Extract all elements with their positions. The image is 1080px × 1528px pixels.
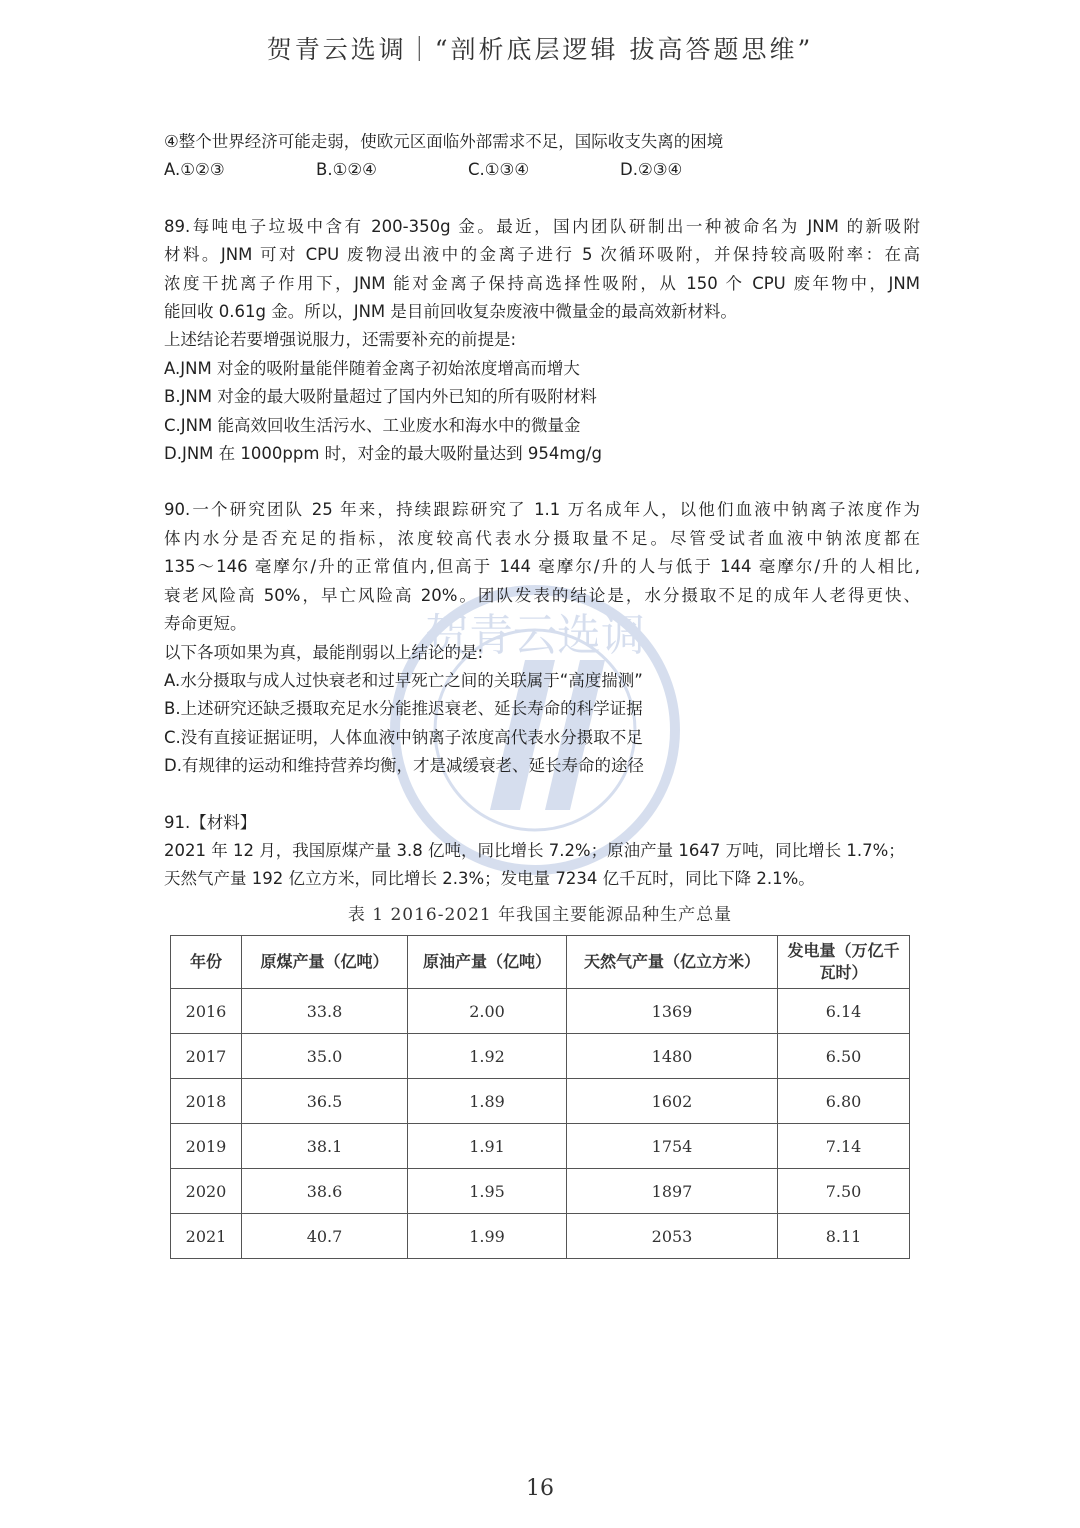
q89-option-b: B.JNM 对金的最大吸附量超过了国内外已知的所有吸附材料 bbox=[164, 387, 597, 407]
table-cell: 1.99 bbox=[408, 1214, 567, 1259]
q90-stem-line: 寿命更短。 bbox=[164, 614, 247, 634]
svg-text:贺青云选调: 贺青云选调 bbox=[425, 610, 645, 661]
q88-option-d: D.②③④ bbox=[620, 160, 683, 180]
table-cell: 6.14 bbox=[778, 989, 910, 1034]
q89-question: 上述结论若要增强说服力，还需要补充的前提是: bbox=[164, 330, 517, 350]
energy-production-table bbox=[170, 935, 910, 1259]
table-cell: 7.14 bbox=[778, 1124, 910, 1169]
q91-paragraph-line: 2021 年 12 月，我国原煤产量 3.8 亿吨，同比增长 7.2%；原油产量 1647 万吨，同比增长 1.7%； bbox=[164, 840, 905, 860]
question-content bbox=[164, 128, 920, 894]
table-cell: 1.91 bbox=[408, 1124, 567, 1169]
q89-option-a: A.JNM 对金的吸附量能伴随着金离子初始浓度增高而增大 bbox=[164, 358, 580, 378]
table-cell: 33.8 bbox=[242, 989, 408, 1034]
table-row bbox=[171, 1214, 910, 1259]
q89-option-d: D.JNM 在 1000ppm 时，对金的最大吸附量达到 954mg/g bbox=[164, 444, 602, 464]
table-cell: 38.1 bbox=[242, 1124, 408, 1169]
table-header-cell: 原煤产量（亿吨） bbox=[242, 936, 408, 989]
q90-stem-line: 体内水分是否充足的指标，浓度较高代表水分摄取量不足。尽管受试者血液中钠浓度都在 bbox=[164, 528, 920, 548]
table-header-cell: 年份 bbox=[171, 936, 242, 989]
table-row bbox=[171, 1034, 910, 1079]
q90-option-a: A.水分摄取与成人过快衰老和过早死亡之间的关联属于“高度揣测” bbox=[164, 670, 643, 690]
table-header-cell: 原油产量（亿吨） bbox=[408, 936, 567, 989]
q90-stem-line: 90.一个研究团队 25 年来，持续跟踪研究了 1.1 万名成年人，以他们血液中钠离子浓度作为 bbox=[164, 500, 920, 520]
page-header-title: 贺青云选调｜“剖析底层逻辑 拔高答题思维” bbox=[266, 35, 814, 64]
q88-option-b: B.①②④ bbox=[316, 160, 377, 180]
q90-question: 以下各项如果为真，最能削弱以上结论的是: bbox=[164, 642, 484, 662]
q88-option-a: A.①②③ bbox=[164, 160, 225, 180]
table-cell: 1.92 bbox=[408, 1034, 567, 1079]
q90-option-b: B.上述研究还缺乏摄取充足水分能推迟衰老、延长寿命的科学证据 bbox=[164, 699, 643, 719]
q90-option-c: C.没有直接证据证明，人体血液中钠离子浓度高代表水分摄取不足 bbox=[164, 727, 643, 747]
table-cell: 2021 bbox=[171, 1214, 242, 1259]
q89-stem-line: 浓度干扰离子作用下，JNM 能对金离子保持高选择性吸附，从 150 个 CPU 废年物中，JNM bbox=[164, 273, 920, 293]
table-cell: 6.80 bbox=[778, 1079, 910, 1124]
table-title: 表 1 2016-2021 年我国主要能源品种生产总量 bbox=[347, 905, 733, 925]
table-row bbox=[171, 989, 910, 1034]
q90-stem-line: 135～146 毫摩尔/升的正常值内,但高于 144 毫摩尔/升的人与低于 144 毫摩尔/升的人相比, bbox=[164, 557, 920, 577]
q88-option-c: C.①③④ bbox=[468, 160, 530, 180]
table-cell: 6.50 bbox=[778, 1034, 910, 1079]
table-cell: 1369 bbox=[567, 989, 778, 1034]
q90-stem-line: 衰老风险高 50%，早亡风险高 20%。团队发表的结论是，水分摄取不足的成年人老得更快、 bbox=[164, 585, 920, 605]
table-cell: 1.95 bbox=[408, 1169, 567, 1214]
table-cell: 35.0 bbox=[242, 1034, 408, 1079]
table-cell: 1480 bbox=[567, 1034, 778, 1079]
table-cell: 40.7 bbox=[242, 1214, 408, 1259]
table-header-cell: 天然气产量（亿立方米） bbox=[567, 936, 778, 989]
table-cell: 1754 bbox=[567, 1124, 778, 1169]
table-cell: 2.00 bbox=[408, 989, 567, 1034]
table-cell: 2053 bbox=[567, 1214, 778, 1259]
q89-stem-line: 能回收 0.61g 金。所以，JNM 是目前回收复杂废液中微量金的最高效新材料。 bbox=[164, 302, 737, 322]
table-row bbox=[171, 1079, 910, 1124]
q89-stem-line: 材料。JNM 可对 CPU 废物浸出液中的金离子进行 5 次循环吸附，并保持较高吸附率：在高 bbox=[164, 245, 920, 265]
table-cell: 2017 bbox=[171, 1034, 242, 1079]
table-header-row bbox=[171, 936, 910, 989]
q88-options bbox=[164, 156, 920, 184]
table-cell: 1.89 bbox=[408, 1079, 567, 1124]
table-cell: 2019 bbox=[171, 1124, 242, 1169]
table-cell: 1897 bbox=[567, 1169, 778, 1214]
q91-paragraph-line: 天然气产量 192 亿立方米，同比增长 2.3%；发电量 7234 亿千瓦时，同比下降 2.1%。 bbox=[164, 869, 815, 889]
table-cell: 8.11 bbox=[778, 1214, 910, 1259]
q88-item4: ④整个世界经济可能走弱，使欧元区面临外部需求不足，国际收支失离的困境 bbox=[164, 132, 724, 151]
table-cell: 2020 bbox=[171, 1169, 242, 1214]
table-row bbox=[171, 1124, 910, 1169]
table-row bbox=[171, 1169, 910, 1214]
page-number: 16 bbox=[526, 1476, 554, 1501]
table-cell: 2018 bbox=[171, 1079, 242, 1124]
table-cell: 1602 bbox=[567, 1079, 778, 1124]
q91-heading: 91.【材料】 bbox=[164, 812, 257, 832]
table-cell: 38.6 bbox=[242, 1169, 408, 1214]
table-header-cell: 发电量（万亿千瓦时） bbox=[778, 936, 910, 989]
table-cell: 36.5 bbox=[242, 1079, 408, 1124]
q89-stem-line: 89.每吨电子垃圾中含有 200-350g 金。最近，国内团队研制出一种被命名为 JNM 的新吸附 bbox=[164, 216, 920, 236]
table-cell: 7.50 bbox=[778, 1169, 910, 1214]
q90-option-d: D.有规律的运动和维持营养均衡，才是减缓衰老、延长寿命的途径 bbox=[164, 756, 644, 776]
q89-option-c: C.JNM 能高效回收生活污水、工业废水和海水中的微量金 bbox=[164, 415, 581, 435]
table-cell: 2016 bbox=[171, 989, 242, 1034]
